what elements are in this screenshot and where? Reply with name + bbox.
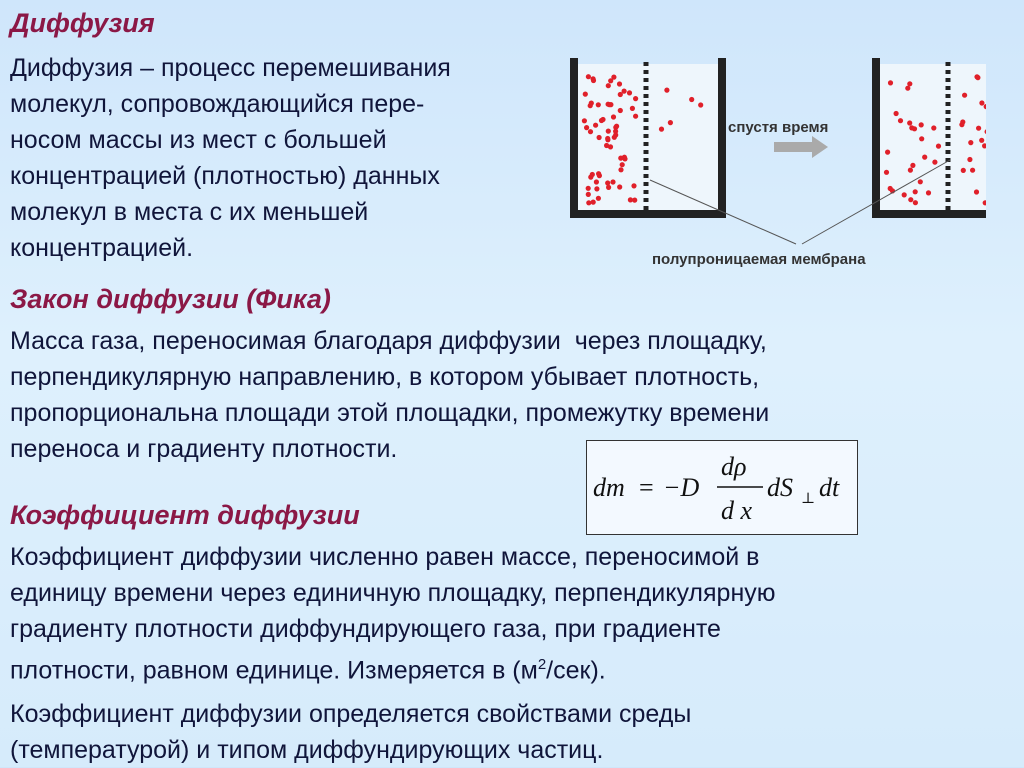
particle <box>907 120 912 125</box>
particle <box>979 100 984 105</box>
particle <box>975 75 980 80</box>
particle <box>608 78 613 83</box>
particle <box>588 175 593 180</box>
heading-diffusion: Диффузия <box>10 8 155 38</box>
particle <box>888 80 893 85</box>
particle <box>596 196 601 201</box>
formula-equals: = <box>639 473 654 502</box>
units-suffix: /сек). <box>546 656 606 685</box>
diffusion-diagram <box>566 50 986 280</box>
particle <box>633 114 638 119</box>
text-line: Коэффициент диффузии численно равен массе, переносимой в <box>10 543 760 571</box>
particle <box>907 81 912 86</box>
diffusion-definition <box>10 50 570 266</box>
particle <box>885 150 890 155</box>
coefficient-properties-text <box>10 696 1010 768</box>
heading-diffusion-coefficient: Коэффициент диффузии <box>10 500 360 530</box>
particle <box>919 122 924 127</box>
particle <box>586 74 591 79</box>
particle <box>584 125 589 130</box>
particle <box>618 108 623 113</box>
particle <box>913 200 918 205</box>
formula-dm: dm <box>593 473 625 502</box>
particle <box>664 88 669 93</box>
particle <box>606 83 611 88</box>
units-superscript: 2 <box>537 656 547 673</box>
particle <box>613 132 618 137</box>
particle <box>898 118 903 123</box>
formula-ds: dS <box>767 473 793 502</box>
text-line: концентрацией. <box>10 234 194 262</box>
text-line: молекул, сопровождающийся пере- <box>10 90 425 118</box>
fick-law-text <box>10 323 1010 467</box>
particle <box>599 118 604 123</box>
particle <box>582 118 587 123</box>
particle <box>912 126 917 131</box>
arrow-label: спустя время <box>728 119 829 136</box>
particle <box>606 185 611 190</box>
particle <box>630 106 635 111</box>
particle <box>689 97 694 102</box>
text-line: носом массы из мест с большей <box>10 126 387 154</box>
particle <box>698 102 703 107</box>
particle <box>594 186 599 191</box>
text-line: (температурой) и типом диффундирующих частиц. <box>10 736 604 764</box>
membrane-label: полупроницаемая мембрана <box>652 251 866 268</box>
beaker-after <box>876 58 986 214</box>
particle <box>961 168 966 173</box>
particle <box>976 126 981 131</box>
formula-minus-d: −D <box>663 473 700 502</box>
particle <box>596 102 601 107</box>
formula-denominator: d x <box>721 496 753 525</box>
particle <box>586 192 591 197</box>
particle <box>631 183 636 188</box>
formula-dt: dt <box>819 473 840 502</box>
particle <box>593 123 598 128</box>
particle <box>618 167 623 172</box>
text-line: Диффузия – процесс перемешивания <box>10 54 451 82</box>
particle <box>922 155 927 160</box>
particle <box>962 93 967 98</box>
particle <box>908 168 913 173</box>
particle <box>588 129 593 134</box>
particle <box>594 179 599 184</box>
particle <box>967 157 972 162</box>
text-line <box>10 647 1010 688</box>
particle <box>970 168 975 173</box>
particle <box>622 155 627 160</box>
particle <box>620 162 625 167</box>
particle <box>931 125 936 130</box>
text-line: концентрацией (плотностью) данных <box>10 162 440 190</box>
particle <box>884 170 889 175</box>
text-line: Масса газа, переносимая благодаря диффузии через площадку, <box>10 327 767 355</box>
particle <box>614 124 619 129</box>
particle <box>617 81 622 86</box>
arrow-icon <box>774 136 828 158</box>
particle <box>586 186 591 191</box>
particle <box>604 143 609 148</box>
particle <box>607 102 612 107</box>
particle <box>902 192 907 197</box>
particle <box>596 171 601 176</box>
particle <box>606 129 611 134</box>
particle <box>610 179 615 184</box>
particle <box>605 180 610 185</box>
text-line: градиенту плотности диффундирующего газа, при градиенте <box>10 615 721 643</box>
particle <box>919 136 924 141</box>
text-line: переноса и градиенту плотности. <box>10 435 398 463</box>
particle <box>908 197 913 202</box>
particle <box>894 111 899 116</box>
particle <box>591 76 596 81</box>
particle <box>597 135 602 140</box>
particle <box>628 197 633 202</box>
text-line: единицу времени через единичную площадку, перпендикулярную <box>10 579 776 607</box>
particle <box>918 179 923 184</box>
text-line: пропорциональна площади этой площадки, промежутку времени <box>10 399 770 427</box>
text-line: Коэффициент диффузии определяется свойствами среды <box>10 700 692 728</box>
fick-formula <box>586 440 858 535</box>
heading-fick-law: Закон диффузии (Фика) <box>10 284 331 314</box>
particle <box>586 200 591 205</box>
particle <box>591 200 596 205</box>
particle <box>968 140 973 145</box>
particle <box>926 190 931 195</box>
particle <box>659 127 664 132</box>
particle <box>936 144 941 149</box>
particle <box>617 184 622 189</box>
particle <box>932 160 937 165</box>
particle <box>627 90 632 95</box>
particle <box>959 122 964 127</box>
particle <box>979 138 984 143</box>
units-prefix: плотности, равном единице. Измеряется в (м <box>10 656 538 685</box>
particle <box>668 120 673 125</box>
formula-numerator: dρ <box>721 452 747 481</box>
particle <box>910 163 915 168</box>
coefficient-text <box>10 539 1010 688</box>
particle <box>589 101 594 106</box>
particle <box>583 92 588 97</box>
particle <box>974 189 979 194</box>
particle <box>633 96 638 101</box>
particle <box>605 136 610 141</box>
text-line: молекул в места с их меньшей <box>10 198 369 226</box>
text-line: перпендикулярную направлению, в котором убывает плотность, <box>10 363 760 391</box>
particle <box>913 189 918 194</box>
particle <box>611 114 616 119</box>
formula-perp: ⊥ <box>801 491 816 507</box>
particle <box>622 89 627 94</box>
beaker-before <box>574 58 722 214</box>
